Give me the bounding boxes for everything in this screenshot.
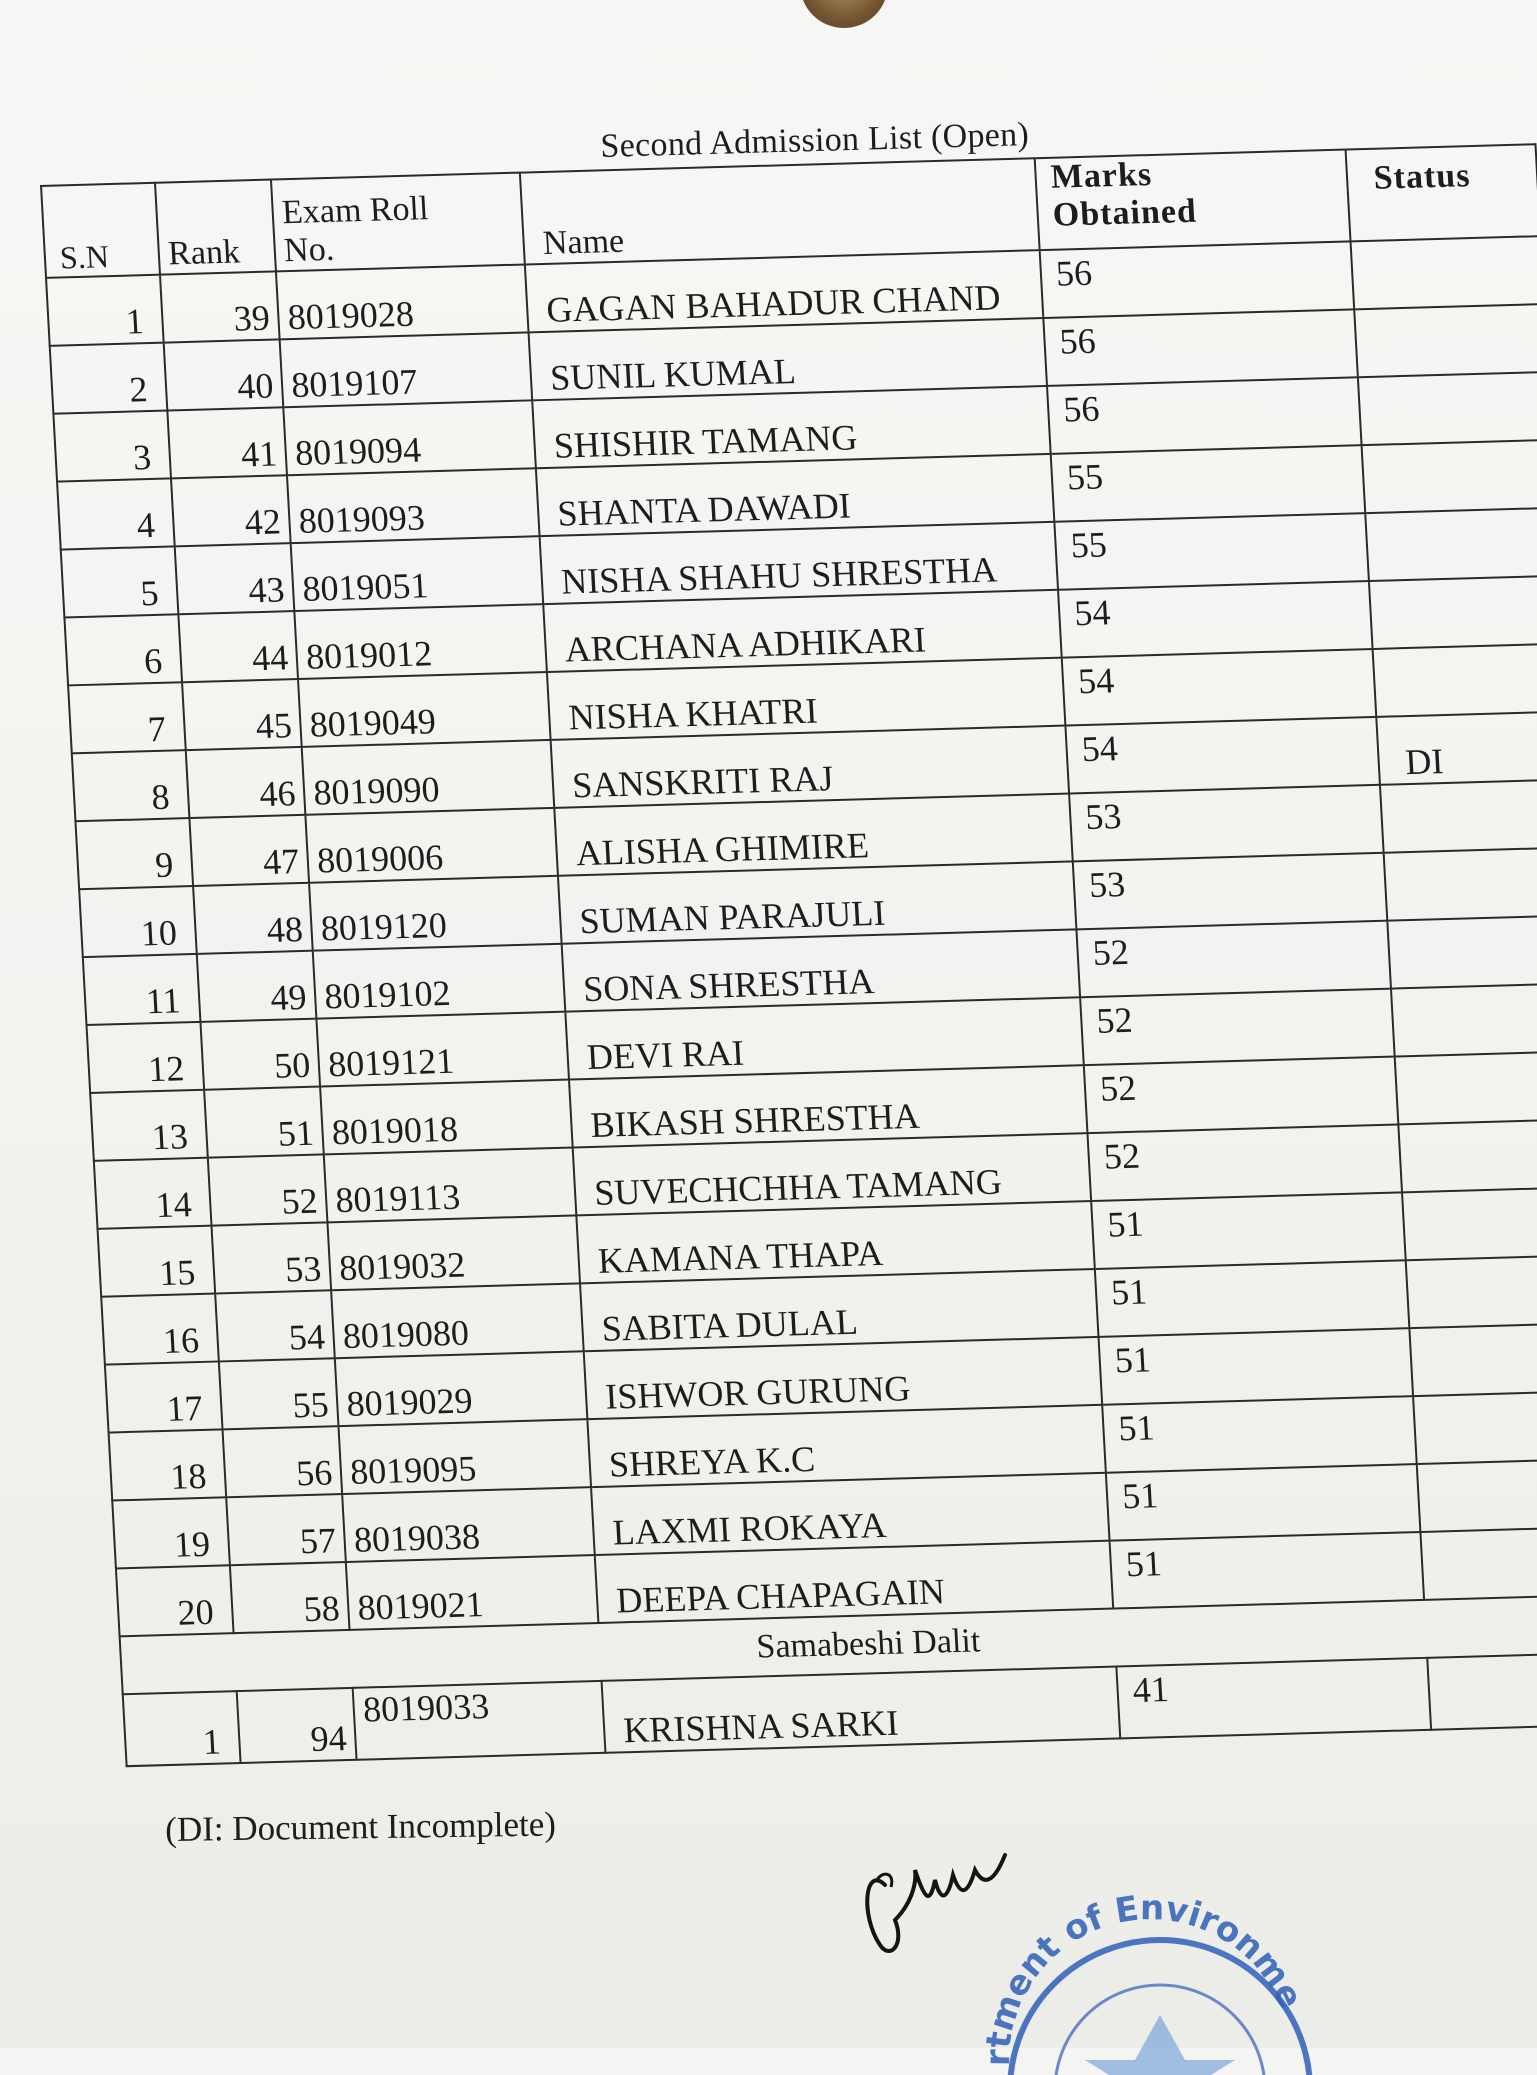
list-title: Second Admission List (Open): [600, 116, 1030, 165]
cell-status: [1368, 576, 1537, 649]
cell-marks-value: 56: [1062, 388, 1101, 430]
cell-status: [1354, 304, 1537, 377]
cell-status: [1383, 847, 1537, 920]
cell-sn: 1: [46, 275, 164, 346]
cell-sn: 9: [75, 818, 193, 889]
cell-name: SHISHIR TAMANG: [532, 386, 1050, 468]
cell-rank: 52: [208, 1154, 328, 1225]
cell-marks: [1106, 1464, 1420, 1541]
cell-roll: 8019080: [331, 1283, 583, 1358]
header-marks-line1: Marks: [1049, 155, 1154, 196]
cell-marks: [1102, 1396, 1416, 1473]
header-roll-line1: Exam Roll: [281, 190, 430, 232]
cell-rank: 53: [212, 1222, 332, 1293]
cell-marks-value: 52: [1091, 931, 1130, 973]
cell-status: [1387, 915, 1537, 988]
cell-name: DEVI RAI: [565, 997, 1083, 1079]
cell-marks-value: 54: [1076, 660, 1116, 702]
cell-sn: 20: [116, 1565, 234, 1636]
cell-marks-value: 53: [1084, 796, 1123, 838]
cell-status: [1416, 1459, 1537, 1532]
cell-marks: [1043, 309, 1357, 386]
cell-marks-value: 51: [1117, 1407, 1156, 1449]
cell-marks: [1073, 853, 1387, 930]
cell-status: [1427, 1653, 1537, 1730]
cell-marks: [1054, 513, 1368, 590]
header-roll: [271, 173, 525, 272]
cell-name: KRISHNA SARKI: [602, 1667, 1121, 1753]
cell-marks-value: 56: [1058, 320, 1097, 362]
cell-name: NISHA KHATRI: [547, 658, 1065, 740]
cell-sn: 13: [90, 1090, 208, 1161]
cell-status: DI: [1376, 712, 1537, 785]
cell-sn: 1: [123, 1691, 241, 1766]
cell-name: SABITA DULAL: [580, 1269, 1098, 1351]
cell-rank: 57: [226, 1494, 346, 1565]
cell-rank: 42: [171, 475, 291, 546]
cell-name: GAGAN BAHADUR CHAND: [525, 250, 1043, 332]
cell-sn: 2: [50, 343, 168, 414]
department-stamp: [970, 1875, 1330, 2075]
cell-name: KAMANA THAPA: [577, 1201, 1095, 1283]
cell-marks: [1091, 1192, 1405, 1269]
cell-marks: [1095, 1260, 1409, 1337]
cell-rank: 94: [237, 1688, 357, 1763]
cell-status: [1350, 236, 1537, 309]
cell-marks: [1069, 785, 1383, 862]
cell-marks-value: 51: [1106, 1203, 1145, 1245]
cell-rank: 48: [193, 883, 313, 954]
cell-status: [1391, 983, 1537, 1056]
cell-roll: 8019032: [328, 1215, 580, 1290]
cell-marks: [1088, 1124, 1402, 1201]
cell-sn: 4: [57, 478, 175, 549]
admission-table-wrapper: [40, 143, 1537, 1767]
cell-rank: 40: [164, 339, 284, 410]
cell-name: SUNIL KUMAL: [529, 318, 1047, 400]
cell-status: [1405, 1255, 1537, 1328]
cell-roll: 8019038: [342, 1487, 594, 1562]
cell-marks: [1047, 377, 1361, 454]
cell-marks-value: 41: [1131, 1669, 1170, 1711]
cell-roll: 8019107: [280, 332, 532, 407]
admission-table: [40, 143, 1537, 1767]
cell-sn: 5: [61, 546, 179, 617]
cell-rank: 41: [168, 407, 288, 478]
header-status: Status: [1345, 144, 1537, 241]
cell-marks-value: 54: [1080, 728, 1119, 770]
cell-marks-value: 52: [1095, 999, 1134, 1041]
section-label: Samabeshi Dalit: [120, 1595, 1537, 1695]
cell-sn: 18: [109, 1429, 227, 1500]
cell-rank: 50: [201, 1019, 321, 1090]
cell-rank: 47: [190, 815, 310, 886]
stamp-text: rtment of Environme: [978, 1888, 1311, 2067]
cell-name: ALISHA GHIMIRE: [554, 794, 1072, 876]
cell-roll: 8019113: [324, 1147, 576, 1222]
cell-roll: 8019102: [313, 944, 565, 1019]
header-rank: Rank: [155, 180, 276, 275]
cell-name: SONA SHRESTHA: [562, 929, 1080, 1011]
cell-rank: 39: [160, 271, 280, 342]
cell-marks: [1065, 717, 1379, 794]
cell-marks: [1084, 1057, 1398, 1134]
cell-marks: [1080, 989, 1394, 1066]
cell-name: BIKASH SHRESTHA: [569, 1065, 1087, 1147]
cell-roll: 8019094: [284, 400, 536, 475]
cell-marks-value: 55: [1069, 524, 1108, 566]
header-marks-line2: Obtained: [1051, 192, 1198, 234]
cell-marks-value: 51: [1121, 1475, 1160, 1517]
cell-name: NISHA SHAHU SHRESTHA: [540, 522, 1058, 604]
cell-rank: 49: [197, 951, 317, 1022]
cell-name: ISHWOR GURUNG: [584, 1337, 1102, 1419]
cell-sn: 7: [68, 682, 186, 753]
cell-marks: [1099, 1328, 1413, 1405]
cell-roll: 8019006: [306, 808, 558, 883]
cell-status: [1365, 508, 1537, 581]
header-name: Name: [520, 158, 1040, 264]
cell-roll: 8019018: [320, 1080, 572, 1155]
cell-roll: 8019051: [291, 536, 543, 611]
cell-status: [1409, 1323, 1537, 1396]
cell-sn: 19: [112, 1497, 230, 1568]
cell-marks-value: 53: [1088, 863, 1127, 905]
cell-status: [1380, 780, 1537, 853]
cell-name: LAXMI ROKAYA: [591, 1473, 1109, 1555]
header-sn: S.N: [41, 183, 160, 278]
header-roll-line2: No.: [283, 230, 336, 270]
cell-marks-value: 54: [1073, 592, 1112, 634]
cell-name: SHANTA DAWADI: [536, 454, 1054, 536]
cell-marks-value: 52: [1099, 1067, 1138, 1109]
table-body: [46, 236, 1537, 1636]
cell-marks: [1076, 921, 1390, 998]
cell-rank: 45: [182, 679, 302, 750]
cell-marks-value: 55: [1065, 456, 1105, 498]
cell-marks-value: 51: [1124, 1543, 1163, 1585]
svg-text:rtment of Environme: [978, 1888, 1310, 2066]
cell-marks: [1051, 445, 1365, 522]
footnote: (DI: Document Incomplete): [165, 1804, 557, 1849]
cell-roll: 8019049: [298, 672, 550, 747]
cell-rank: 56: [223, 1426, 343, 1497]
cell-rank: 44: [179, 611, 299, 682]
cell-name: SUVECHCHHA TAMANG: [573, 1133, 1091, 1215]
cell-roll: 8019012: [295, 604, 547, 679]
cell-sn: 8: [72, 750, 190, 821]
cell-marks: [1110, 1532, 1424, 1609]
cell-rank: 43: [175, 543, 295, 614]
cell-marks: [1058, 581, 1372, 658]
cell-name: SHREYA K.C: [588, 1405, 1106, 1487]
cell-sn: 12: [86, 1022, 204, 1093]
cell-sn: 17: [105, 1361, 223, 1432]
cell-roll: 8019120: [309, 876, 561, 951]
cell-status: [1394, 1051, 1537, 1124]
cell-status: [1402, 1187, 1537, 1260]
cell-status: [1372, 644, 1537, 717]
cell-sn: 10: [79, 886, 197, 957]
cell-status: [1361, 440, 1537, 513]
cell-rank: 46: [186, 747, 306, 818]
cell-roll: 8019090: [302, 740, 554, 815]
cell-sn: 6: [64, 614, 182, 685]
cell-roll: 8019093: [287, 468, 539, 543]
cell-rank: 51: [204, 1087, 324, 1158]
cell-marks-value: 51: [1113, 1339, 1152, 1381]
cell-sn: 11: [83, 954, 201, 1025]
cell-roll: 8019033: [353, 1681, 606, 1760]
header-marks: [1035, 150, 1350, 251]
cell-status: [1413, 1391, 1537, 1464]
cell-name: SUMAN PARAJULI: [558, 861, 1076, 943]
cell-sn: 16: [101, 1294, 219, 1365]
cell-roll: 8019021: [346, 1555, 598, 1630]
cell-rank: 58: [230, 1562, 350, 1633]
emblem-seal: [800, 0, 888, 28]
cell-status: [1398, 1119, 1537, 1192]
cell-marks: [1040, 241, 1354, 318]
cell-roll: 8019121: [317, 1012, 569, 1087]
cell-marks-value: 56: [1054, 252, 1094, 294]
cell-sn: 15: [98, 1226, 216, 1297]
cell-roll: 8019029: [335, 1351, 587, 1426]
cell-name: ARCHANA ADHIKARI: [543, 590, 1061, 672]
cell-marks-value: 52: [1102, 1135, 1141, 1177]
cell-roll: 8019028: [276, 264, 528, 339]
cell-roll: 8019095: [339, 1419, 591, 1494]
cell-name: DEEPA CHAPAGAIN: [595, 1541, 1113, 1623]
cell-marks: [1062, 649, 1376, 726]
cell-marks-value: 51: [1110, 1271, 1149, 1313]
cell-status: [1357, 372, 1537, 445]
cell-rank: 54: [215, 1290, 335, 1361]
cell-sn: 3: [53, 411, 171, 482]
cell-marks: [1116, 1658, 1430, 1739]
cell-name: SANSKRITI RAJ: [551, 726, 1069, 808]
cell-sn: 14: [94, 1158, 212, 1229]
cell-rank: 55: [219, 1358, 339, 1429]
cell-status: [1420, 1527, 1537, 1600]
